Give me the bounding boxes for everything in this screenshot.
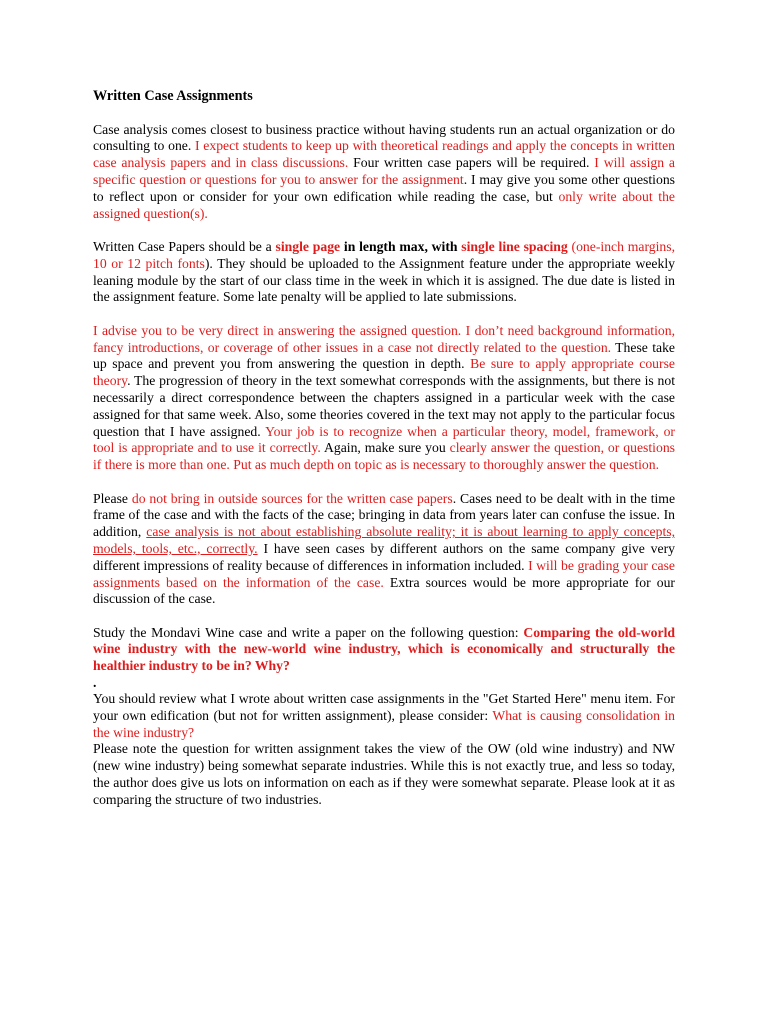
- text-run: Please: [93, 490, 132, 506]
- text-run: Case analysis comes closest to business practice without having students run an actual organization or do consulting to one.: [93, 121, 675, 154]
- text-run: I will be grading your case assignments based on the information of the case.: [93, 557, 675, 590]
- text-run: Extra sources would be more appropriate for our discussion of the case.: [93, 574, 675, 607]
- text-run: Be sure to apply appropriate course theory: [93, 356, 675, 389]
- text-run: I expect students to keep up with theoretical readings and apply the concepts in written case analysis papers and in class discussions.: [93, 138, 675, 171]
- text-run: single line spacing: [461, 238, 568, 254]
- paragraph-outside-sources: [93, 491, 675, 609]
- text-run: do not bring in outside sources for the written case papers: [131, 490, 453, 506]
- text-run: clearly answer the question, or questions if there is more than one. Put as much depth on topic as is necessary to thoroughly answer the question.: [93, 440, 675, 473]
- document-title: Written Case Assignments: [93, 88, 253, 104]
- text-run: Please note the question for written assignment takes the view of the OW (old wine industry) and NW (new wine industry) being somewhat separate industries. While this is not exactly true, and less so today, the author does give us lots on information on each as if they were somewhat separate. Please look at it as comparing the structure of two industries.: [93, 741, 675, 807]
- paragraph-paper-format: [93, 239, 675, 306]
- text-run: I advise you to be very direct in answering the assigned question. I don’t need background information, fancy introductions, or coverage of other issues in a case not directly related to the question.: [93, 322, 675, 355]
- paragraph-assignment-question: [93, 625, 675, 675]
- paragraph-case-analysis: [93, 122, 675, 223]
- paragraph-industry-note: [93, 741, 675, 808]
- text-run: one-inch margins, 10 or 12 pitch fonts: [93, 238, 676, 271]
- paragraph-review-note: [93, 691, 675, 741]
- text-run: Study the Mondavi Wine case and write a paper on the following question:: [93, 624, 524, 640]
- text-run: I have seen cases by different authors on the same company give very different impressions of reality because of differences in information included.: [93, 540, 675, 573]
- text-run: Comparing the old-world wine industry with the new-world wine industry, which is economically and structurally the healthier industry to be in? Why?: [93, 624, 675, 674]
- separator-dot: .: [93, 675, 97, 691]
- text-run: in length max, with: [340, 238, 462, 254]
- text-run: I will assign a specific question or questions for you to answer for the assignment: [93, 155, 676, 187]
- text-run: case analysis is not about establishing absolute reality; it is about learning to apply concepts, models, tools, etc., correctly.: [93, 524, 675, 556]
- text-run: Your job is to recognize when a particular theory, model, framework, or tool is appropriate and to use it correctly.: [93, 423, 675, 456]
- text-run: . The progression of theory in the text somewhat corresponds with the assignments, but there is not necessarily a direct correspondence between the chapters assigned in a particular week with the case assigned for that same week. Also, some theories covered in the text may not apply to the particular focus question that I have assigned.: [93, 373, 675, 439]
- text-run: These take up space and prevent you from answering the question in depth.: [93, 339, 675, 372]
- paragraph-advice: [93, 323, 675, 474]
- text-run: single page: [275, 238, 341, 254]
- text-run: Four written case papers will be required.: [348, 155, 595, 171]
- text-run: Again, make sure you: [320, 440, 450, 456]
- text-run: . Cases need to be dealt with in the time frame of the case and with the facts of the case; bringing in data from years later can confuse the issue. In addition,: [93, 490, 676, 540]
- text-run: only write about the assigned question(s).: [93, 188, 675, 221]
- text-run: You should review what I wrote about written case assignments in the "Get Started Here" menu item. For your own edification (but not for written assignment), please consider:: [93, 691, 675, 723]
- text-run: ). They should be uploaded to the Assignment feature under the appropriate weekly leaning module by the start of our class time in the week in which it is assigned. The due date is listed in the assignment feature. Some late penalty will be applied to late submissions.: [93, 255, 675, 305]
- text-run: What is causing consolidation in the wine industry?: [93, 707, 675, 740]
- text-run: Written Case Papers should be a: [93, 238, 276, 254]
- text-run: . I may give you some other questions to reflect upon or consider for your own edification while reading the case, but: [93, 171, 675, 204]
- text-run: (: [567, 238, 577, 254]
